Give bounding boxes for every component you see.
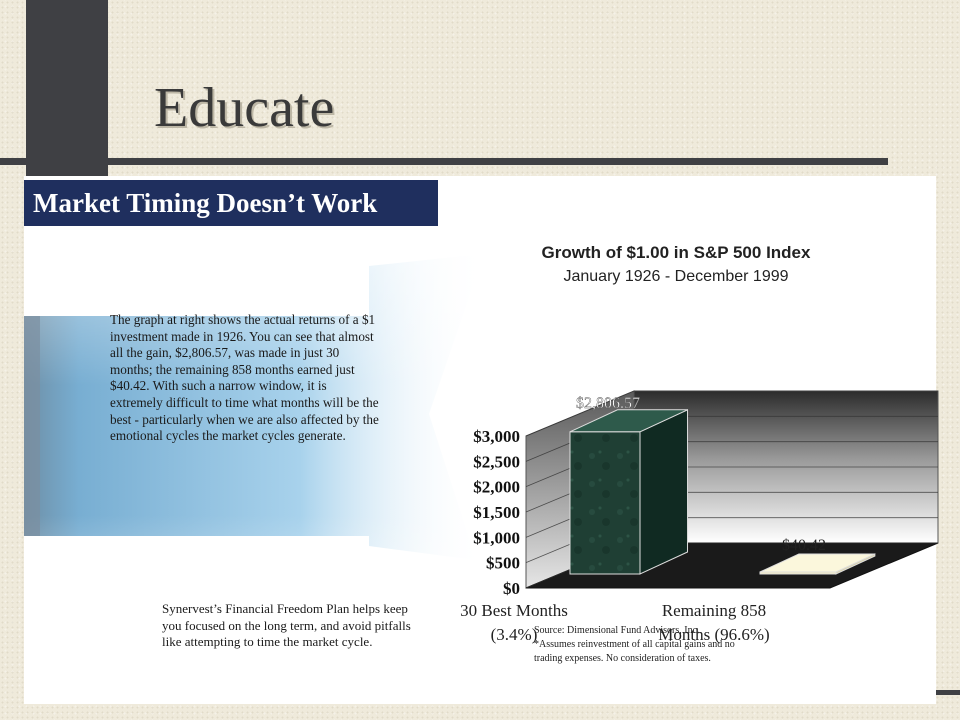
source-line: trading expenses. No consideration of taxes. [534,653,711,664]
y-tick-label: $1,000 [473,528,520,548]
corner-accent-bar [936,690,960,695]
content-panel [24,176,936,704]
bar-data-label: $2,806.57 [576,394,640,412]
x-category-label: Months (96.6%) [658,625,770,644]
source-line: *Assumes reinvestment of all capital gains and no [534,639,735,650]
bar-front-best-months [570,432,640,574]
y-tick-label: $0 [503,579,520,598]
y-tick-label: $2,000 [473,477,520,497]
slide-title: Educate [154,77,335,139]
bar-side [640,410,688,574]
chart-title: Growth of $1.00 in S&P 500 Index [541,243,811,262]
y-tick-label: $2,500 [473,452,520,472]
title-accent-vertical-bar [26,0,108,178]
x-category-label: Remaining 858 [661,601,767,620]
y-tick-label: $1,500 [473,503,520,522]
bar-data-label: $40.42 [782,536,826,554]
chart-subtitle: January 1926 - December 1999 [563,268,789,285]
source-note [534,624,834,666]
y-tick-label: $3,000 [473,427,520,446]
x-category-label: (3.4%) [490,625,538,644]
plan-note-text: Synervest’s Financial Freedom Plan helps keep you focused on the long term, and avoid pitfalls like attempting to time the market cycle. [162,601,411,649]
panel-heading: Market Timing Doesn’t Work [24,180,438,226]
source-line: Source: Dimensional Fund Advisors, Inc. [534,625,700,636]
x-category-label: 30 Best Months [460,601,568,620]
title-underline-bar [0,158,888,165]
explanation-text: The graph at right shows the actual returns of a $1 investment made in 1926. You can see that almost all the gain, $2,806.57, was made in just 30 months; the remaining 858 months earned just $40.42. With such a narrow window, it is extremely difficult to time what months will be the best - particularly when we are also affected by the emotional cycles the market cycles generate. [110,312,379,444]
y-tick-label: $500 [486,553,520,573]
